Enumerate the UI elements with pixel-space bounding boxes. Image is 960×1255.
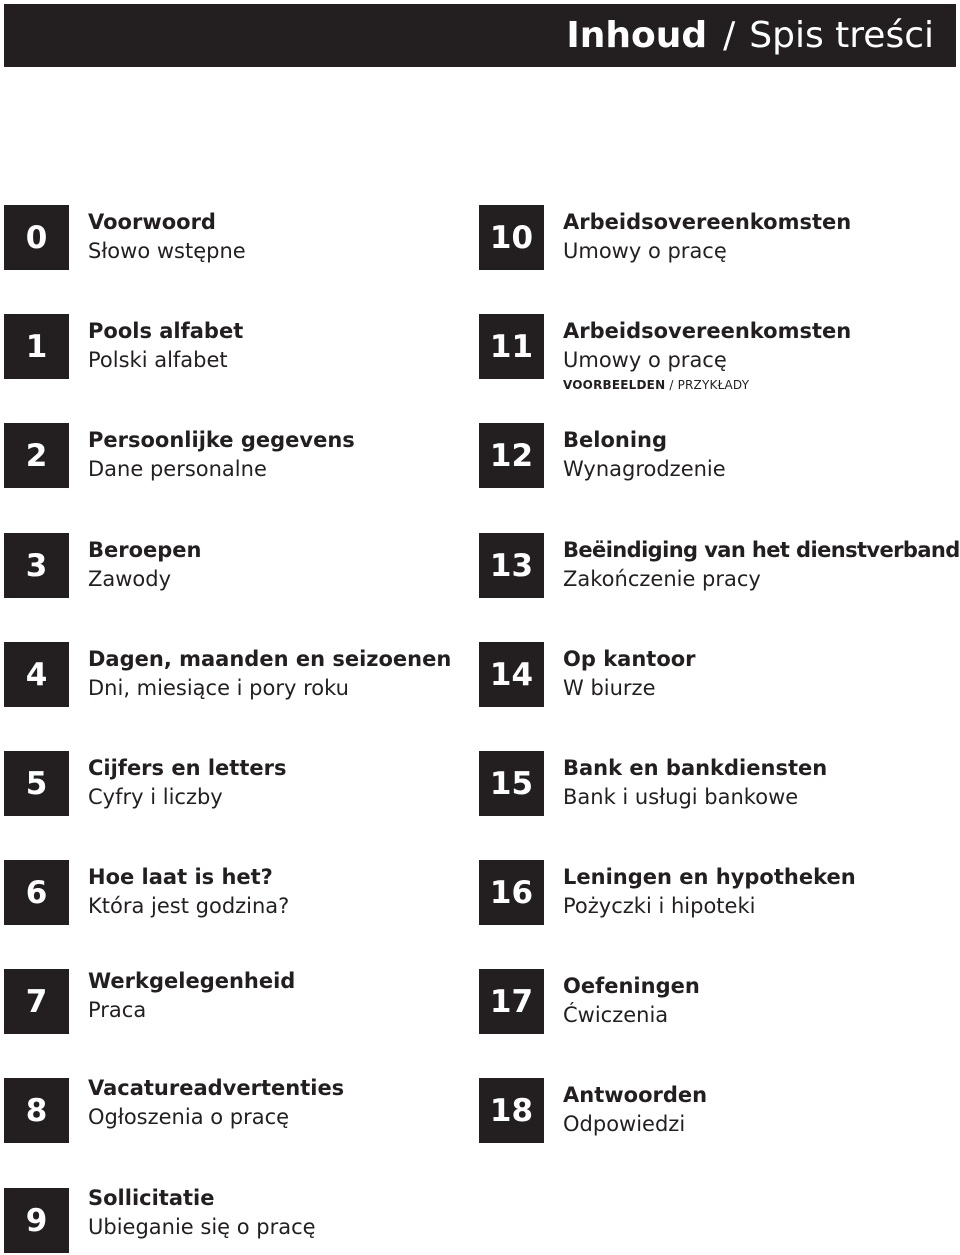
chapter-subtitle: Bank i usługi bankowe (563, 785, 799, 809)
chapter-number: 18 (479, 1078, 544, 1143)
header-title-light: Spis treści (749, 15, 934, 56)
chapter-title: Cijfers en letters (88, 756, 287, 780)
chapter-title: Hoe laat is het? (88, 865, 273, 889)
chapter-subtitle: Zakończenie pracy (563, 567, 761, 591)
chapter-subtitle: Praca (88, 998, 147, 1022)
chapter-subtitle: Wynagrodzenie (563, 457, 726, 481)
chapter-number: 14 (479, 642, 544, 707)
chapter-number: 8 (4, 1078, 69, 1143)
chapter-number: 13 (479, 533, 544, 598)
chapter-number: 16 (479, 860, 544, 925)
chapter-subtitle: Odpowiedzi (563, 1112, 686, 1136)
chapter-subtitle: Dane personalne (88, 457, 267, 481)
chapter-title: Beloning (563, 428, 668, 452)
chapter-title: Oefeningen (563, 974, 700, 998)
chapter-title: Bank en bankdiensten (563, 756, 828, 780)
chapter-subtitle: W biurze (563, 676, 656, 700)
chapter-subtitle: Ćwiczenia (563, 1003, 669, 1027)
examples-note-rest: / PRZYKŁADY (665, 378, 750, 392)
chapter-subtitle: Ubieganie się o pracę (88, 1215, 316, 1239)
chapter-subtitle: Polski alfabet (88, 348, 228, 372)
chapter-number: 17 (479, 969, 544, 1034)
chapter-subtitle: Cyfry i liczby (88, 785, 223, 809)
chapter-title: Pools alfabet (88, 319, 244, 343)
chapter-title: Persoonlijke gegevens (88, 428, 355, 452)
examples-note (563, 378, 749, 392)
chapter-number: 5 (4, 751, 69, 816)
chapter-title: Leningen en hypotheken (563, 865, 856, 889)
chapter-title: Beëindiging van het dienstverband (563, 538, 960, 562)
chapter-title: Arbeidsovereenkomsten (563, 210, 852, 234)
chapter-title: Arbeidsovereenkomsten (563, 319, 852, 343)
chapter-subtitle: Ogłoszenia o pracę (88, 1105, 290, 1129)
chapter-title: Sollicitatie (88, 1186, 215, 1210)
chapter-title: Dagen, maanden en seizoenen (88, 647, 452, 671)
chapter-subtitle: Umowy o pracę (563, 348, 727, 372)
chapter-number: 11 (479, 314, 544, 379)
chapter-title: Vacatureadvertenties (88, 1076, 345, 1100)
chapter-number: 6 (4, 860, 69, 925)
chapter-subtitle: Zawody (88, 567, 172, 591)
chapter-number: 1 (4, 314, 69, 379)
chapter-title: Voorwoord (88, 210, 216, 234)
chapter-title: Op kantoor (563, 647, 696, 671)
chapter-number: 2 (4, 423, 69, 488)
chapter-number: 4 (4, 642, 69, 707)
chapter-number: 3 (4, 533, 69, 598)
chapter-number: 10 (479, 205, 544, 270)
chapter-title: Beroepen (88, 538, 202, 562)
header-title-bold: Inhoud (566, 15, 708, 56)
chapter-subtitle: Słowo wstępne (88, 239, 246, 263)
chapter-number: 0 (4, 205, 69, 270)
header-separator: / (723, 15, 736, 56)
chapter-subtitle: Która jest godzina? (88, 894, 290, 918)
chapter-number: 12 (479, 423, 544, 488)
chapter-number: 9 (4, 1188, 69, 1253)
chapter-title: Werkgelegenheid (88, 969, 296, 993)
chapter-number: 7 (4, 969, 69, 1034)
chapter-subtitle: Umowy o pracę (563, 239, 727, 263)
chapter-title: Antwoorden (563, 1083, 708, 1107)
examples-note-bold: VOORBEELDEN (563, 378, 666, 392)
page-header (4, 4, 956, 67)
chapter-number: 15 (479, 751, 544, 816)
chapter-subtitle: Dni, miesiące i pory roku (88, 676, 349, 700)
chapter-subtitle: Pożyczki i hipoteki (563, 894, 756, 918)
